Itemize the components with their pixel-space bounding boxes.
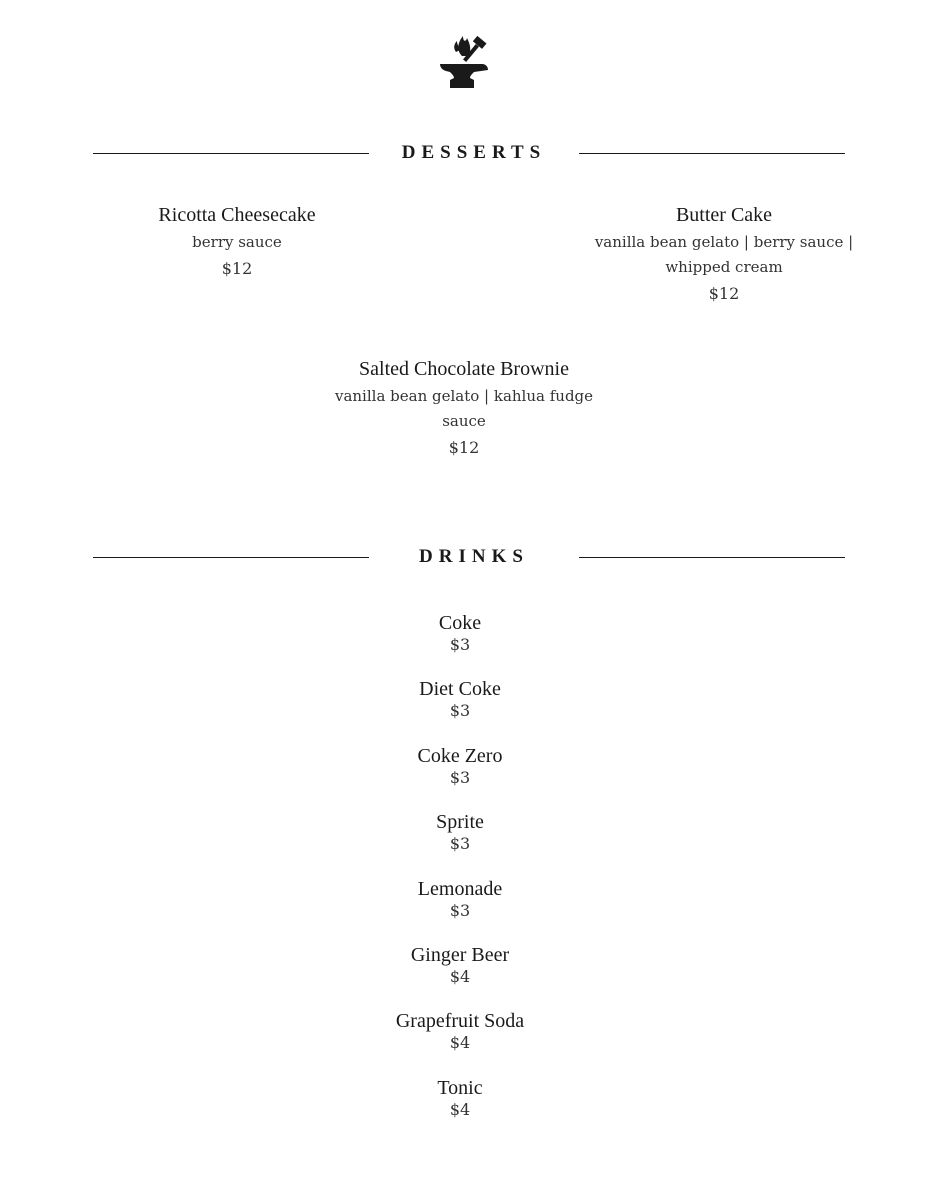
drink-item: [330, 744, 590, 810]
section-header-drinks: [93, 547, 845, 567]
item-name: Butter Cake: [675, 204, 773, 226]
section-title-drinks: DRINKS: [419, 546, 529, 567]
drink-price: $3: [449, 767, 471, 787]
item-price: $12: [221, 259, 253, 278]
drink-price: $3: [449, 900, 471, 920]
divider-line: [93, 153, 369, 154]
logo: [436, 30, 492, 92]
drink-item: [330, 611, 590, 677]
divider-line: [579, 557, 845, 558]
drink-item: [330, 810, 590, 876]
drink-name: Lemonade: [417, 877, 503, 900]
drink-price: $3: [449, 635, 471, 654]
item-description: vanilla bean gelato | kahlua fudge sauce: [334, 387, 594, 430]
drink-name: Coke Zero: [417, 744, 503, 767]
item-description: berry sauce: [192, 233, 282, 251]
drink-item: [330, 677, 590, 743]
drink-price: $3: [449, 701, 471, 721]
divider-line: [93, 557, 369, 558]
section-header-desserts: [93, 143, 845, 163]
anvil-flame-icon: [436, 30, 492, 92]
item-name: Ricotta Cheesecake: [158, 204, 316, 226]
drink-name: Diet Coke: [419, 678, 501, 701]
item-description: vanilla bean gelato | berry sauce | whipped cream: [594, 233, 854, 276]
drink-item: [330, 1076, 590, 1142]
drink-name: Ginger Beer: [410, 943, 510, 966]
drink-name: Coke: [438, 612, 482, 634]
drink-name: Grapefruit Soda: [395, 1010, 525, 1033]
drink-item: [330, 1009, 590, 1075]
menu-item-butter-cake: [578, 202, 870, 306]
item-name: Salted Chocolate Brownie: [359, 358, 569, 380]
drink-price: $3: [449, 834, 471, 854]
item-price: $12: [448, 438, 480, 457]
drink-item: [330, 877, 590, 943]
menu-item-ricotta-cheesecake: [117, 202, 357, 281]
drink-price: $4: [449, 966, 471, 986]
menu-item-salted-chocolate-brownie: [316, 356, 612, 460]
item-price: $12: [708, 284, 740, 303]
drinks-list: [330, 611, 590, 1142]
drink-name: Sprite: [436, 811, 484, 834]
drink-name: Tonic: [437, 1076, 483, 1099]
section-title-desserts: DESSERTS: [401, 142, 547, 163]
drink-price: $4: [449, 1099, 471, 1119]
drink-item: [330, 943, 590, 1009]
divider-line: [579, 153, 845, 154]
drink-price: $4: [449, 1033, 471, 1053]
